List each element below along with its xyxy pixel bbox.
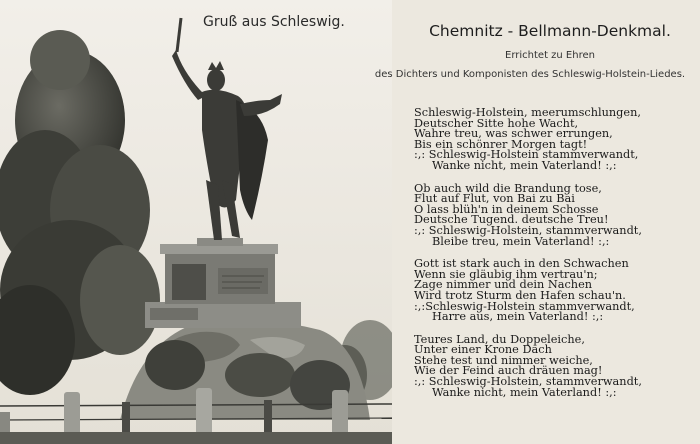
greeting-caption: Gruß aus Schleswig.	[203, 14, 345, 30]
lyric-line: Schleswig-Holstein, meerumschlungen,	[414, 106, 641, 119]
lyric-line: Bis ein schönrer Morgen tagt!	[414, 137, 588, 151]
lyric-line: Wahre treu, was schwer errungen,	[414, 127, 613, 141]
lyric-line: Wanke nicht, mein Vaterland! :,:	[432, 385, 617, 399]
stanza	[414, 332, 642, 399]
lyric-line: :,: Schleswig-Holstein, stammverwandt,	[414, 223, 642, 237]
lyric-line: Teures Land, du Doppeleiche,	[414, 332, 585, 346]
dedication-line-2: des Dichters und Komponisten des Schleswig-Holstein-Liedes.	[374, 69, 686, 80]
lyric-line: Harre aus, mein Vaterland! :,:	[432, 310, 604, 324]
lyric-line: :,:Schleswig-Holstein stammverwandt,	[414, 299, 635, 313]
lyric-line: Deutscher Sitte hohe Wacht,	[414, 116, 579, 130]
lyric-line: Deutsche Tugend. deutsche Treu!	[414, 213, 609, 227]
lyric-line: Wanke nicht, mein Vaterland! :,:	[432, 158, 617, 172]
dedication-line-1: Errichtet zu Ehren	[505, 50, 595, 61]
lyric-line: Wie der Feind auch dräuen mag!	[414, 364, 603, 378]
lyric-line: Stehe test und nimmer weiche,	[414, 353, 593, 367]
stanza	[414, 108, 642, 172]
stanza	[414, 181, 642, 248]
lyric-line: Bleibe treu, mein Vaterland! :,:	[432, 234, 610, 248]
lyric-line: Unter einer Krone Dach	[414, 343, 552, 357]
lyric-line: :,: Schleswig-Holstein stammverwandt,	[414, 148, 639, 162]
stanza	[414, 259, 642, 323]
lyric-line: :,: Schleswig-Holstein, stammverwandt,	[414, 375, 642, 389]
lyric-line: Wenn sie gläubig ihm vertrau'n;	[414, 267, 598, 281]
lyric-line: Wird trotz Sturm den Hafen schau'n.	[414, 288, 626, 302]
lyric-line: Ob auch wild die Brandung tose,	[414, 181, 602, 195]
lyric-line: Zage nimmer und dein Nachen	[414, 278, 593, 292]
lyric-line: O lass blüh'n in deinem Schosse	[414, 202, 599, 216]
lyric-line: Gott ist stark auch in den Schwachen	[414, 257, 629, 271]
song-lyrics	[414, 108, 642, 410]
lyric-line: Flut auf Flut, von Bai zu Bai	[414, 192, 575, 206]
monument-title: Chemnitz - Bellmann-Denkmal.	[429, 22, 671, 40]
